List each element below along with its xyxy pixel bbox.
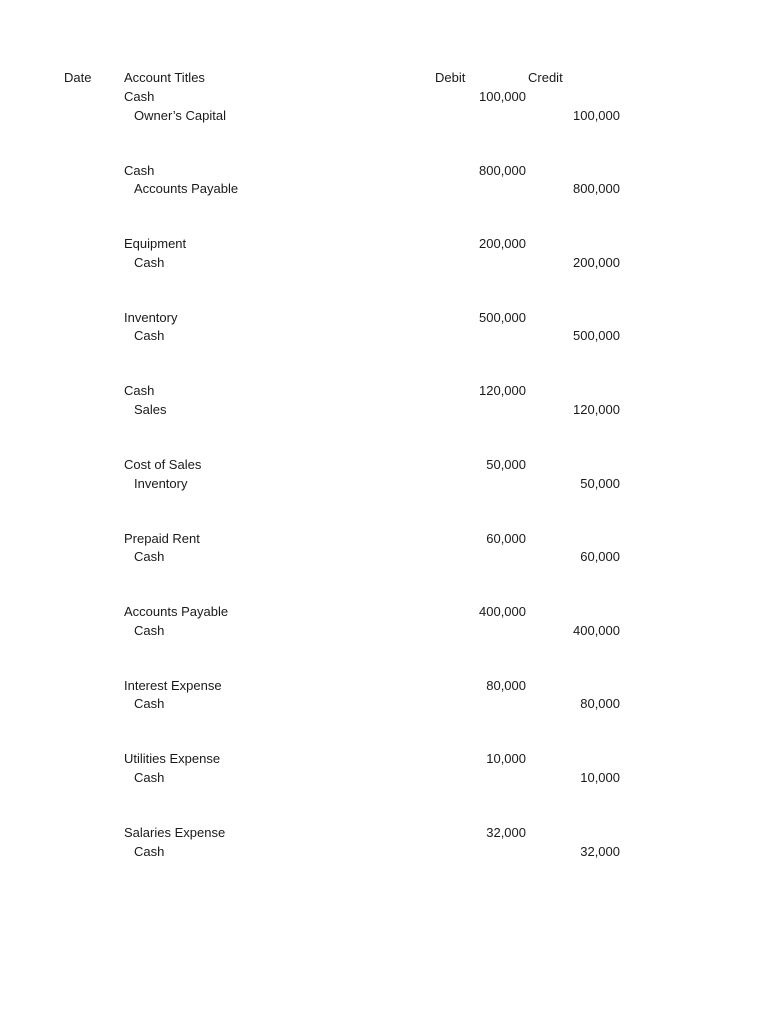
debit-amount: 60,000 — [486, 530, 526, 546]
credit-amount: 32,000 — [580, 843, 620, 859]
journal-entry — [0, 310, 768, 384]
journal-entry — [0, 163, 768, 237]
debit-amount: 800,000 — [479, 162, 526, 178]
journal-entry — [0, 457, 768, 531]
debit-amount: 120,000 — [479, 383, 526, 399]
credit-line — [0, 844, 768, 863]
debit-column-header: Debit — [435, 70, 466, 85]
credit-amount: 10,000 — [580, 769, 620, 785]
credit-amount: 100,000 — [573, 107, 620, 123]
debit-account-title: Accounts Payable — [124, 604, 229, 620]
credit-amount: 400,000 — [573, 622, 620, 638]
journal-entry — [0, 89, 768, 163]
debit-account-title: Salaries Expense — [124, 824, 226, 840]
credit-column-header: Credit — [528, 70, 563, 85]
debit-amount: 50,000 — [486, 456, 526, 472]
debit-account-title: Prepaid Rent — [124, 530, 200, 546]
credit-line — [0, 549, 768, 568]
debit-amount: 32,000 — [486, 824, 526, 840]
credit-line — [0, 181, 768, 200]
credit-account-title: Cash — [134, 769, 165, 785]
debit-line — [0, 163, 768, 182]
debit-account-title: Cost of Sales — [124, 456, 202, 472]
credit-account-title: Cash — [134, 696, 165, 712]
credit-line — [0, 476, 768, 495]
credit-amount: 500,000 — [573, 328, 620, 344]
journal-entry — [0, 383, 768, 457]
journal-header — [0, 70, 768, 86]
journal-entry — [0, 825, 768, 899]
credit-account-title: Cash — [134, 328, 165, 344]
debit-amount: 500,000 — [479, 309, 526, 325]
credit-line — [0, 328, 768, 347]
debit-amount: 10,000 — [486, 751, 526, 767]
debit-account-title: Inventory — [124, 309, 178, 325]
debit-line — [0, 751, 768, 770]
journal-entry — [0, 604, 768, 678]
debit-account-title: Cash — [124, 89, 155, 104]
debit-line — [0, 89, 768, 108]
debit-line — [0, 604, 768, 623]
credit-account-title: Owner’s Capital — [134, 107, 227, 123]
debit-account-title: Interest Expense — [124, 677, 222, 693]
journal-entry — [0, 236, 768, 310]
debit-line — [0, 383, 768, 402]
debit-amount: 100,000 — [479, 89, 526, 104]
debit-line — [0, 825, 768, 844]
debit-amount: 400,000 — [479, 604, 526, 620]
credit-account-title: Cash — [134, 622, 165, 638]
credit-account-title: Inventory — [134, 475, 188, 491]
debit-line — [0, 457, 768, 476]
account-titles-column-header: Account Titles — [124, 70, 205, 85]
debit-line — [0, 678, 768, 697]
credit-amount: 50,000 — [580, 475, 620, 491]
journal-entries — [0, 89, 768, 899]
debit-account-title: Cash — [124, 162, 155, 178]
credit-account-title: Cash — [134, 549, 165, 565]
credit-account-title: Accounts Payable — [134, 181, 239, 197]
credit-amount: 800,000 — [573, 181, 620, 197]
credit-amount: 120,000 — [573, 401, 620, 417]
credit-account-title: Sales — [134, 401, 167, 417]
credit-line — [0, 623, 768, 642]
journal-entry — [0, 751, 768, 825]
journal-entry — [0, 531, 768, 605]
credit-line — [0, 770, 768, 789]
credit-account-title: Cash — [134, 254, 165, 270]
credit-amount: 200,000 — [573, 254, 620, 270]
debit-line — [0, 236, 768, 255]
debit-line — [0, 310, 768, 329]
debit-line — [0, 531, 768, 550]
credit-amount: 60,000 — [580, 549, 620, 565]
debit-account-title: Cash — [124, 383, 155, 399]
debit-amount: 80,000 — [486, 677, 526, 693]
credit-account-title: Cash — [134, 843, 165, 859]
credit-line — [0, 108, 768, 127]
debit-account-title: Utilities Expense — [124, 751, 221, 767]
debit-account-title: Equipment — [124, 236, 187, 252]
date-column-header: Date — [64, 70, 92, 85]
credit-line — [0, 696, 768, 715]
journal-entry — [0, 678, 768, 752]
credit-line — [0, 255, 768, 274]
credit-line — [0, 402, 768, 421]
credit-amount: 80,000 — [580, 696, 620, 712]
debit-amount: 200,000 — [479, 236, 526, 252]
